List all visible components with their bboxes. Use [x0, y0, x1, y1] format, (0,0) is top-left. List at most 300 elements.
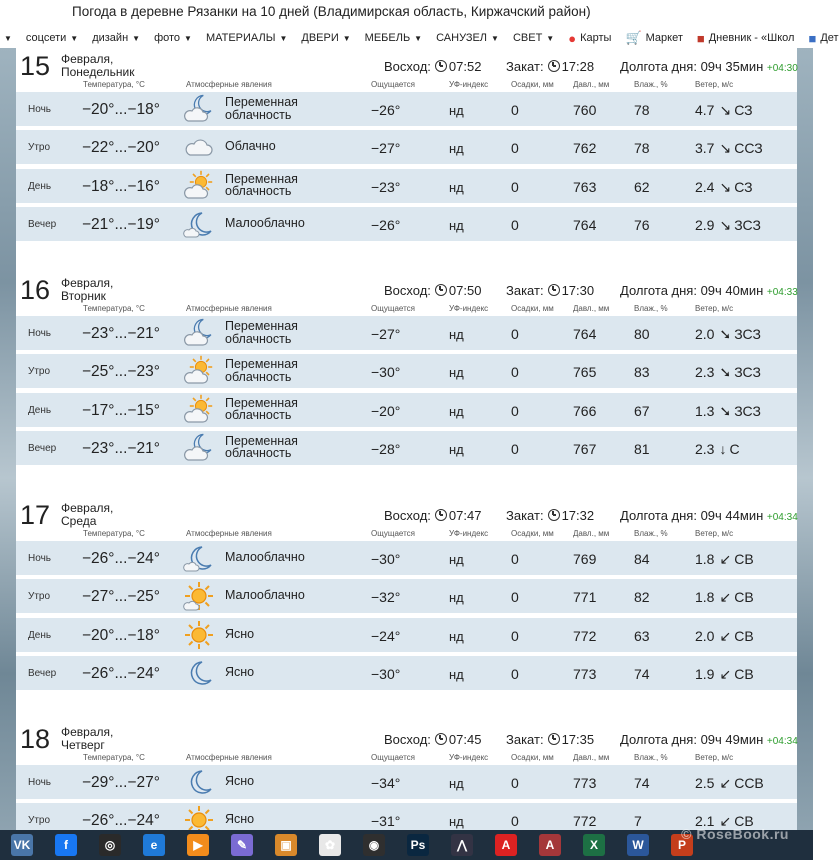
- precipitation: 0: [511, 627, 519, 644]
- partly-cloudy-night-icon: [184, 433, 214, 463]
- bookmark-label: фото: [154, 32, 181, 44]
- wind-direction: СВ: [734, 627, 754, 644]
- temperature: −27°...−25°: [82, 588, 160, 606]
- description-line: Ясно: [225, 626, 255, 641]
- taskbar-edge-icon[interactable]: [132, 830, 176, 860]
- day-date: [61, 502, 113, 528]
- day-weekday: Среда: [61, 514, 97, 528]
- chevron-down-icon: ▼: [279, 33, 288, 43]
- column-header-phenomena: Атмосферные явления: [186, 753, 272, 762]
- temperature: −29°...−27°: [82, 774, 160, 791]
- taskbar-facebook-icon[interactable]: [44, 830, 88, 860]
- bookmark-label: МАТЕРИАЛЫ: [205, 32, 276, 44]
- period-label: Ночь: [28, 777, 51, 788]
- forecast-row: [16, 130, 797, 164]
- pressure: 766: [573, 402, 597, 419]
- bookmark-label: Маркет: [645, 32, 683, 44]
- wind-speed: 1.8: [695, 551, 715, 567]
- column-header-pressure: Давл., мм: [573, 753, 610, 762]
- period-label: Вечер: [28, 218, 57, 230]
- word-icon: W: [627, 834, 649, 856]
- uv-index: нд: [449, 403, 464, 419]
- humidity: 74: [634, 665, 650, 682]
- description-line: Ясно: [225, 664, 255, 679]
- cloud-icon: [184, 132, 214, 162]
- partly-cloudy-day-icon: [184, 171, 214, 201]
- weather-description: [225, 775, 254, 788]
- description-line: Переменная: [225, 395, 298, 410]
- pressure: 767: [573, 440, 597, 457]
- feels-like: −27°: [371, 140, 401, 157]
- temperature: −25°...−23°: [82, 363, 160, 381]
- wind-speed: 2.5: [695, 775, 715, 791]
- column-headers: [16, 753, 797, 765]
- precipitation: 0: [511, 589, 519, 606]
- clock-icon: [548, 733, 560, 745]
- forecast-row: [16, 431, 797, 465]
- sunrise-info: [384, 59, 481, 74]
- precipitation: 0: [511, 440, 519, 457]
- access-icon: A: [539, 834, 561, 856]
- sunset-info: [506, 59, 594, 74]
- clock-icon: [435, 509, 447, 521]
- pressure: 762: [573, 140, 597, 157]
- wind-direction-arrow-icon: ↙: [719, 589, 732, 606]
- daylength-info: [620, 508, 798, 523]
- pressure: 772: [573, 627, 597, 644]
- taskbar-camera-icon[interactable]: [352, 830, 396, 860]
- period-label: День: [28, 404, 52, 416]
- humidity: 74: [634, 775, 650, 791]
- temperature: −21°...−19°: [82, 215, 160, 233]
- feels-like: −28°: [371, 440, 401, 457]
- sunset-label: Закат:: [506, 732, 544, 747]
- feels-like: −26°: [371, 102, 401, 118]
- column-header-precip: Осадки, мм: [511, 80, 554, 89]
- uv-index: нд: [449, 666, 464, 682]
- sunset-time: 17:35: [561, 732, 595, 747]
- wind-direction-arrow-icon: ↙: [719, 813, 732, 830]
- weather-description: [225, 666, 254, 679]
- wind-speed: 2.3: [695, 440, 715, 457]
- archive-icon: ▣: [275, 834, 297, 856]
- uv-index: нд: [449, 441, 464, 457]
- wind-speed: 1.8: [695, 589, 715, 606]
- uv-index: нд: [449, 141, 464, 157]
- partly-cloudy-night-icon: [184, 318, 214, 348]
- column-header-humidity: Влаж., %: [634, 753, 668, 762]
- clock-icon: [435, 60, 447, 72]
- column-header-feels: Ощущается: [371, 80, 416, 89]
- bookmark-item[interactable]: [26, 32, 78, 44]
- wind: [695, 441, 740, 457]
- bookmark-icon: ■: [696, 30, 705, 46]
- humidity: 7: [634, 813, 642, 830]
- wind-direction: ЗСЗ: [734, 402, 761, 419]
- feels-like: −34°: [371, 775, 401, 791]
- bookmark-item[interactable]: [808, 31, 838, 46]
- day-block: [16, 48, 797, 245]
- forecast-row: [16, 393, 797, 427]
- day-number: 15: [20, 51, 51, 81]
- uv-index: нд: [449, 365, 464, 381]
- uv-index: нд: [449, 327, 464, 342]
- wind-direction-arrow-icon: ↘: [719, 140, 732, 157]
- day-date: [61, 277, 113, 303]
- sunrise-label: Восход:: [384, 59, 431, 74]
- sunrise-time: 07:47: [448, 508, 482, 523]
- chevron-down-icon: ▼: [342, 33, 351, 43]
- daylength-label: Долгота дня:: [620, 283, 697, 298]
- taskbar-excel-icon[interactable]: [572, 830, 616, 860]
- taskbar-word-icon[interactable]: [616, 830, 660, 860]
- taskbar-vk-icon[interactable]: [0, 830, 44, 860]
- clock-icon: [435, 284, 447, 296]
- weather-description: [225, 96, 298, 121]
- column-header-temp: Температура, °С: [83, 753, 145, 762]
- clock-icon: [548, 509, 560, 521]
- bookmark-label: соцсети: [25, 32, 67, 44]
- column-header-pressure: Давл., мм: [573, 80, 610, 89]
- sunset-time: 17:28: [561, 59, 595, 74]
- edge-icon: e: [143, 834, 165, 856]
- taskbar-inkscape-icon[interactable]: [440, 830, 484, 860]
- uv-index: нд: [449, 628, 464, 644]
- sunrise-label: Восход:: [384, 732, 431, 747]
- wind: [695, 364, 761, 381]
- precipitation: 0: [511, 775, 519, 791]
- bookmark-label: дизайн: [92, 32, 129, 44]
- description-line: Облачно: [225, 139, 276, 154]
- feels-like: −30°: [371, 665, 401, 682]
- bookmark-label: САНУЗЕЛ: [436, 32, 488, 44]
- wind-direction-arrow-icon: ↙: [719, 627, 732, 644]
- column-header-wind: Ветер, м/с: [695, 304, 734, 313]
- period-label: Утро: [28, 591, 51, 603]
- day-header: [16, 721, 797, 753]
- bookmark-item[interactable]: [154, 32, 192, 44]
- photos-icon: ✿: [319, 834, 341, 856]
- daylength-label: Долгота дня:: [620, 732, 697, 747]
- day-month: Февраля,: [61, 52, 114, 66]
- column-headers: [16, 529, 797, 541]
- wind-speed: 1.3: [695, 402, 715, 419]
- forecast-row: [16, 541, 797, 575]
- uv-index: нд: [449, 103, 464, 118]
- sunset-label: Закат:: [506, 59, 544, 74]
- bookmark-icon: ■: [808, 30, 817, 46]
- daylength-value: 09ч 44мин: [700, 508, 764, 523]
- uv-index: нд: [449, 179, 464, 195]
- sunrise-label: Восход:: [384, 283, 431, 298]
- forecast-row: [16, 765, 797, 799]
- bookmark-label: МЕБЕЛЬ: [364, 32, 411, 44]
- forecast-row: [16, 618, 797, 652]
- description-line: Малооблачно: [225, 550, 305, 564]
- bookmark-item[interactable]: [625, 30, 682, 46]
- column-headers: [16, 80, 797, 92]
- temperature: −23°...−21°: [82, 325, 160, 342]
- wind: [695, 551, 754, 568]
- wind-direction: СВ: [734, 589, 754, 606]
- day-block: [16, 497, 797, 694]
- bookmark-item[interactable]: [568, 31, 611, 46]
- temperature: −20°...−18°: [82, 626, 160, 644]
- bookmark-label: СВЕТ: [512, 32, 543, 44]
- chevron-down-icon: ▼: [546, 33, 555, 43]
- precipitation: 0: [511, 551, 519, 567]
- partly-cloudy-night-icon: [184, 94, 214, 124]
- facebook-icon: f: [55, 834, 77, 856]
- forecast-row: [16, 579, 797, 613]
- wind-direction: СВ: [734, 665, 754, 682]
- wind-direction-arrow-icon: ➘: [719, 364, 732, 381]
- camera-icon: ◉: [363, 834, 385, 856]
- wind-speed: 2.0: [695, 627, 715, 644]
- precipitation: 0: [511, 216, 519, 233]
- period-label: Ночь: [28, 553, 51, 564]
- wind: [695, 589, 754, 606]
- feels-like: −30°: [371, 551, 401, 567]
- column-header-feels: Ощущается: [371, 529, 416, 538]
- wind-speed: 4.7: [695, 102, 715, 118]
- sunset-time: 17:32: [561, 508, 595, 523]
- sunrise-time: 07:45: [448, 732, 482, 747]
- page-title: Погода в деревне Рязанки на 10 дней (Владимирская область, Киржачский район): [72, 4, 591, 19]
- chevron-down-icon: ▼: [70, 33, 79, 43]
- taskbar-access-icon[interactable]: [528, 830, 572, 860]
- day-number: 18: [20, 724, 51, 754]
- humidity: 67: [634, 402, 650, 419]
- weather-description: [225, 813, 254, 826]
- taskbar-archive-icon[interactable]: [264, 830, 308, 860]
- column-header-temp: Температура, °С: [83, 304, 145, 313]
- day-header: [16, 48, 797, 80]
- feels-like: −23°: [371, 178, 401, 195]
- wind-direction-arrow-icon: ➘: [719, 402, 732, 419]
- period-label: Ночь: [28, 328, 51, 339]
- feels-like: −30°: [371, 364, 401, 381]
- column-header-pressure: Давл., мм: [573, 304, 610, 313]
- daylength-diff: +04:34: [766, 736, 798, 747]
- temperature: −23°...−21°: [82, 439, 160, 457]
- pressure: 773: [573, 665, 597, 682]
- wind-speed: 3.7: [695, 140, 715, 157]
- description-line: облачность: [225, 184, 292, 199]
- feels-like: −31°: [371, 813, 401, 830]
- taskbar-media-player-icon[interactable]: [176, 830, 220, 860]
- humidity: 78: [634, 140, 650, 157]
- day-date: [61, 53, 134, 79]
- feels-like: −26°: [371, 216, 401, 233]
- daylength-info: [620, 732, 798, 747]
- taskbar-editor-icon[interactable]: [220, 830, 264, 860]
- period-label: Ночь: [28, 104, 51, 115]
- taskbar-acrobat-icon[interactable]: [484, 830, 528, 860]
- wind: [695, 217, 761, 234]
- day-weekday: Четверг: [61, 738, 105, 752]
- photoshop-icon: Ps: [407, 834, 429, 856]
- description-line: облачность: [225, 408, 292, 423]
- moon-icon: [184, 658, 214, 688]
- bookmark-item[interactable]: [436, 32, 499, 44]
- pressure: 765: [573, 364, 597, 381]
- column-headers: [16, 304, 797, 316]
- sunrise-info: [384, 732, 481, 747]
- description-line: Переменная: [225, 95, 298, 109]
- column-header-feels: Ощущается: [371, 753, 416, 762]
- mostly-clear-night-icon: [184, 209, 214, 239]
- uv-index: нд: [449, 217, 464, 233]
- humidity: 76: [634, 216, 650, 233]
- uv-index: нд: [449, 552, 464, 567]
- inkscape-icon: ⋀: [451, 834, 473, 856]
- pressure: 769: [573, 551, 597, 567]
- humidity: 62: [634, 178, 650, 195]
- weather-description: [225, 173, 298, 198]
- wind-speed: 2.4: [695, 178, 715, 195]
- column-header-humidity: Влаж., %: [634, 529, 668, 538]
- wind-direction: СЗ: [734, 102, 753, 118]
- sunrise-time: 07:52: [448, 59, 482, 74]
- description-line: Переменная: [225, 319, 298, 333]
- daylength-value: 09ч 35мин: [700, 59, 764, 74]
- day-month: Февраля,: [61, 501, 114, 515]
- weather-description: [225, 589, 305, 602]
- sunset-label: Закат:: [506, 508, 544, 523]
- bookmark-label: Дневник - «Школ: [708, 32, 795, 44]
- column-header-temp: Температура, °С: [83, 80, 145, 89]
- pressure: 773: [573, 775, 597, 791]
- wind: [695, 775, 764, 792]
- bookmark-item[interactable]: [697, 31, 795, 46]
- humidity: 80: [634, 326, 650, 342]
- sunrise-info: [384, 508, 481, 523]
- wind: [695, 628, 754, 645]
- precipitation: 0: [511, 402, 519, 419]
- bookmark-item[interactable]: [513, 32, 554, 44]
- taskbar-instagram-icon[interactable]: [88, 830, 132, 860]
- wind-direction: СЗ: [734, 178, 753, 195]
- column-header-uv: УФ-индекс: [449, 753, 489, 762]
- temperature: −26°...−24°: [82, 664, 160, 682]
- daylength-value: 09ч 49мин: [700, 732, 764, 747]
- humidity: 83: [634, 364, 650, 381]
- column-header-humidity: Влаж., %: [634, 80, 668, 89]
- column-header-wind: Ветер, м/с: [695, 529, 734, 538]
- pressure: 763: [573, 178, 597, 195]
- moon-icon: [184, 767, 214, 797]
- wind-direction: СВ: [734, 813, 754, 830]
- vk-icon: VK: [11, 834, 33, 856]
- forecast-row: [16, 207, 797, 241]
- pressure: 760: [573, 102, 597, 118]
- bookmark-item[interactable]: [365, 32, 422, 44]
- wind-direction: СВ: [734, 551, 754, 567]
- day-date: [61, 726, 113, 752]
- humidity: 63: [634, 627, 650, 644]
- description-line: облачность: [225, 107, 292, 122]
- period-label: Вечер: [28, 442, 57, 454]
- day-month: Февраля,: [61, 725, 114, 739]
- daylength-label: Долгота дня:: [620, 59, 697, 74]
- period-label: Вечер: [28, 667, 57, 679]
- uv-index: нд: [449, 814, 464, 830]
- description-line: Переменная: [225, 171, 298, 186]
- sunset-info: [506, 283, 594, 298]
- temperature: −17°...−15°: [82, 401, 160, 419]
- acrobat-icon: A: [495, 834, 517, 856]
- temperature: −26°...−24°: [82, 812, 160, 830]
- wind-speed: 2.1: [695, 813, 715, 830]
- wind-direction-arrow-icon: ↘: [719, 102, 732, 118]
- wind-direction: ЗСЗ: [734, 364, 761, 381]
- description-line: Ясно: [225, 774, 255, 788]
- feels-like: −27°: [371, 326, 401, 342]
- wind-speed: 1.9: [695, 665, 715, 682]
- weather-description: [225, 551, 305, 564]
- weather-description: [225, 217, 305, 230]
- precipitation: 0: [511, 178, 519, 195]
- weather-description: [225, 140, 276, 153]
- taskbar: [0, 826, 813, 860]
- bookmark-item[interactable]: [301, 32, 350, 44]
- taskbar-photos-icon[interactable]: [308, 830, 352, 860]
- wind-direction-arrow-icon: ↙: [719, 665, 732, 682]
- bookmark-item[interactable]: [206, 32, 287, 44]
- forecast-content: [16, 48, 797, 830]
- daylength-info: [620, 283, 798, 298]
- daylength-diff: +04:34: [766, 512, 798, 523]
- taskbar-photoshop-icon[interactable]: [396, 830, 440, 860]
- humidity: 84: [634, 551, 650, 567]
- partly-cloudy-day-icon: [184, 395, 214, 425]
- sunrise-label: Восход:: [384, 508, 431, 523]
- clock-icon: [548, 60, 560, 72]
- column-header-precip: Осадки, мм: [511, 753, 554, 762]
- weather-description: [225, 358, 298, 383]
- weather-description: [225, 397, 298, 422]
- bookmarks-overflow-caret[interactable]: ▼: [4, 33, 12, 43]
- wind-direction: ЗСЗ: [734, 326, 761, 342]
- forecast-row: [16, 92, 797, 126]
- description-line: облачность: [225, 331, 292, 346]
- bookmark-label: Дет: [820, 32, 839, 44]
- day-month: Февраля,: [61, 276, 114, 290]
- media-player-icon: ▶: [187, 834, 209, 856]
- bookmark-icon: 🛒: [625, 30, 642, 45]
- weather-description: [225, 320, 298, 345]
- sunset-info: [506, 508, 594, 523]
- precipitation: 0: [511, 813, 519, 830]
- day-block: [16, 721, 797, 842]
- column-header-precip: Осадки, мм: [511, 529, 554, 538]
- editor-icon: ✎: [231, 834, 253, 856]
- period-label: Утро: [28, 142, 51, 154]
- bookmark-item[interactable]: [92, 32, 140, 44]
- wind: [695, 403, 761, 420]
- wind-direction-arrow-icon: ↙: [719, 775, 732, 791]
- wind-speed: 2.0: [695, 326, 715, 342]
- precipitation: 0: [511, 326, 519, 342]
- precipitation: 0: [511, 364, 519, 381]
- temperature: −18°...−16°: [82, 177, 160, 195]
- temperature: −20°...−18°: [82, 101, 160, 118]
- description-line: облачность: [225, 369, 292, 384]
- clock-icon: [435, 733, 447, 745]
- precipitation: 0: [511, 102, 519, 118]
- description-line: Ясно: [225, 812, 255, 827]
